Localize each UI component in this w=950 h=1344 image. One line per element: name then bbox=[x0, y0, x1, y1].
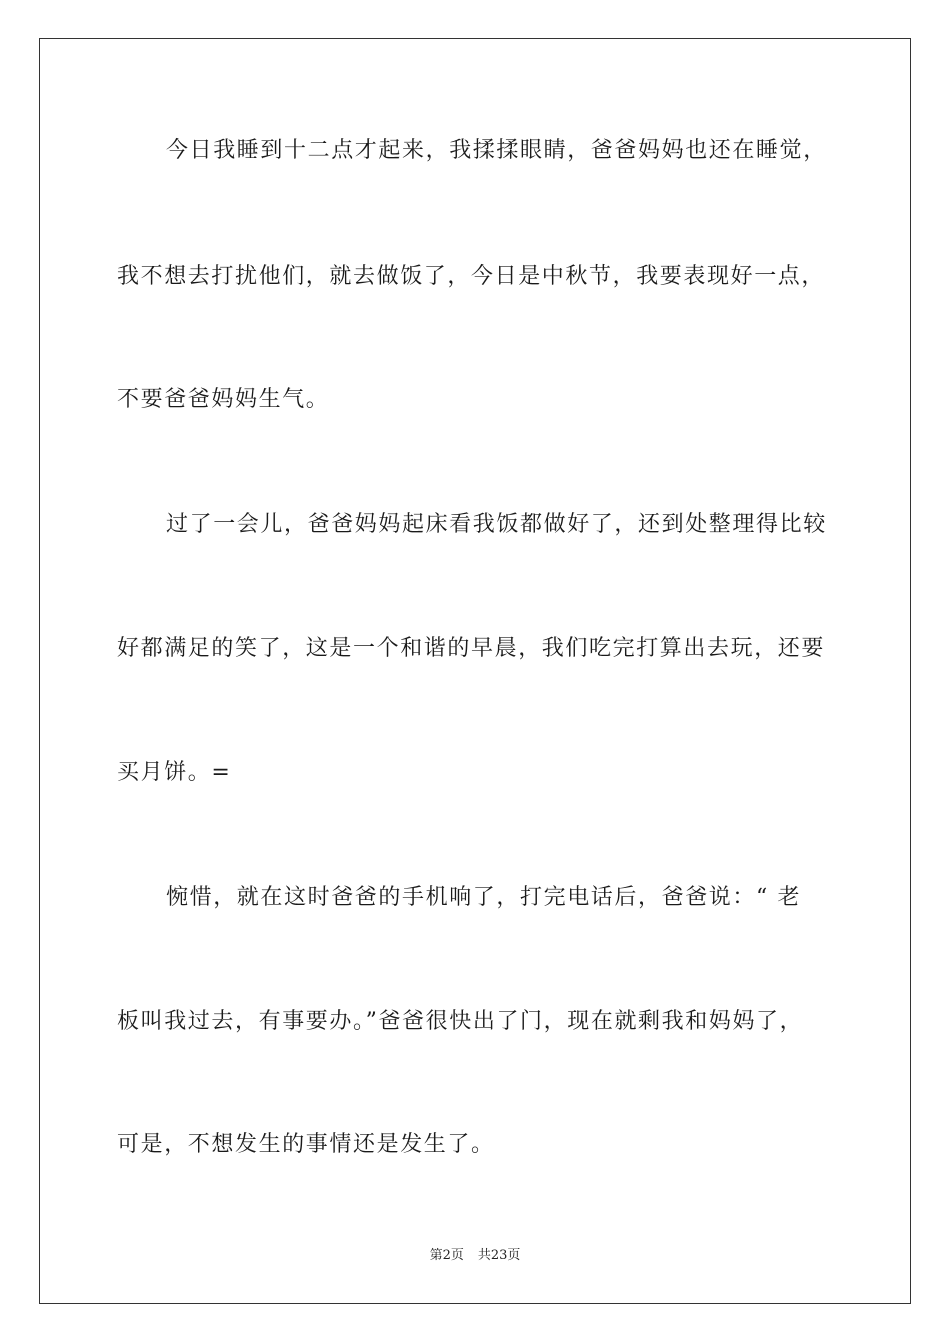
page-total: 共23页 bbox=[477, 1248, 521, 1263]
paragraph-3-line-3: 可是，不想发生的事情还是发生了。 bbox=[117, 1132, 495, 1157]
paragraph-3-line-2: 板叫我过去，有事要办。”爸爸很快出了门，现在就剩我和妈妈了， bbox=[117, 1009, 804, 1034]
paragraph-2-line-3: 买月饼。= bbox=[117, 760, 232, 785]
paragraph-1-line-2: 我不想去打扰他们，就去做饭了，今日是中秋节，我要表现好一点， bbox=[117, 264, 826, 289]
paragraph-3-line-1: 惋惜，就在这时爸爸的手机响了，打完电话后，爸爸说：“ 老 bbox=[166, 885, 802, 910]
paragraph-1-line-3: 不要爸爸妈妈生气。 bbox=[117, 387, 330, 412]
page-footer bbox=[0, 1247, 950, 1265]
page-border bbox=[39, 38, 911, 1304]
page-number: 第2页 bbox=[429, 1248, 464, 1263]
paragraph-2-line-1: 过了一会儿，爸爸妈妈起床看我饭都做好了，还到处整理得比较 bbox=[166, 512, 827, 537]
paragraph-1-line-1: 今日我睡到十二点才起来，我揉揉眼睛，爸爸妈妈也还在睡觉， bbox=[166, 138, 827, 163]
paragraph-2-line-2: 好都满足的笑了，这是一个和谐的早晨，我们吃完打算出去玩，还要 bbox=[117, 636, 826, 661]
